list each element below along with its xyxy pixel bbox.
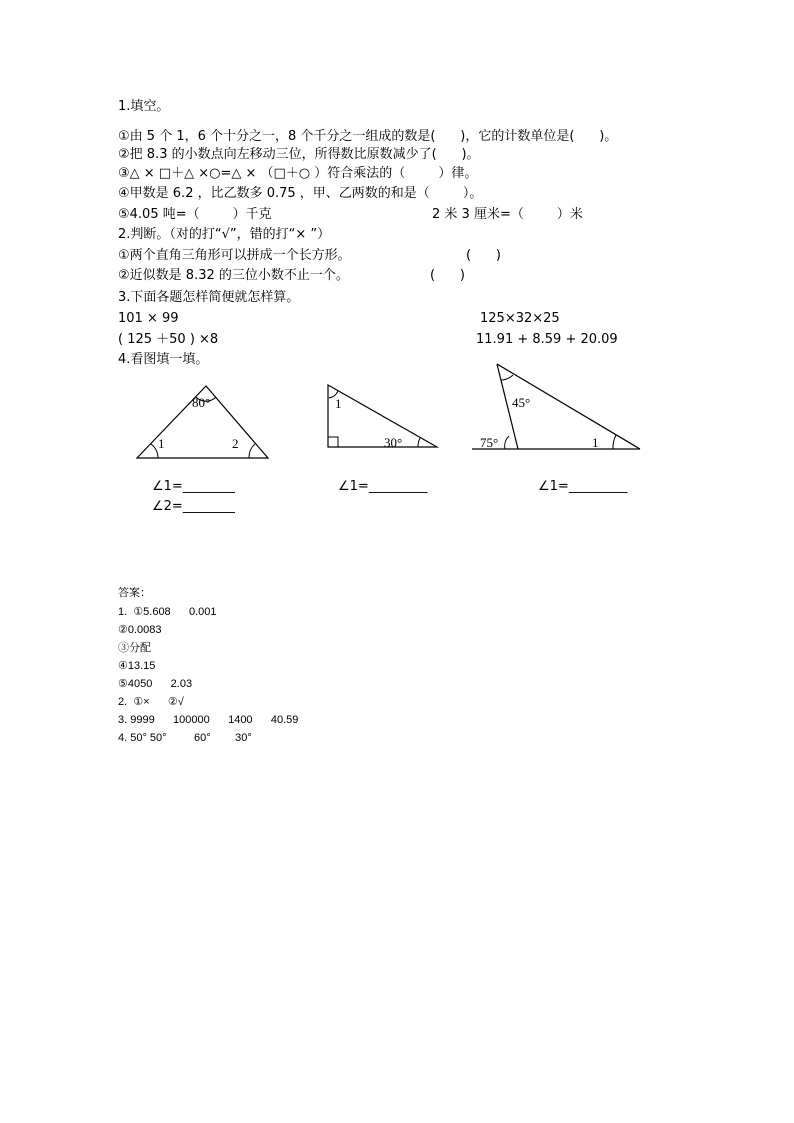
fill-question-5a: ⑤4.05 吨=（ ）千克 <box>118 207 272 222</box>
answer-line-8: 4. 50° 50° 60° 30° <box>118 732 252 744</box>
answer-line-6: 2. ①× ②√ <box>118 696 184 708</box>
fill-question-3: ③△ × □＋△ ×○=△ × （□＋○ ）符合乘法的（ ）律。 <box>118 166 478 181</box>
section-4-title: 4.看图填一填。 <box>118 352 209 367</box>
calc-expression-3: ( 125 ＋50 ) ×8 <box>118 332 219 347</box>
fig3-angle-label-1: 1 <box>592 435 599 450</box>
fill-question-2: ②把 8.3 的小数点向左移动三位，所得数比原数减少了( )。 <box>118 147 480 162</box>
answer-line-1: 1. ①5.608 0.001 <box>118 606 217 618</box>
calc-expression-1: 101 × 99 <box>118 311 179 326</box>
fig3-top-angle: 45° <box>512 395 531 410</box>
fig2-angle-label-1: 1 <box>335 396 342 411</box>
answer-line-7: 3. 9999 100000 1400 40.59 <box>118 714 299 726</box>
fill-question-1: ①由 5 个 1，6 个十分之一，8 个千分之一组成的数是( )，它的计数单位是( )。 <box>118 129 618 144</box>
answers-title: 答案： <box>118 587 151 599</box>
judge-question-1: ①两个直角三角形可以拼成一个长方形。 <box>118 248 351 263</box>
section-2-title: 2.判断。（对的打“√”，错的打“× ”） <box>118 227 331 242</box>
judge-answer-paren-2: ( ) <box>430 268 465 283</box>
calc-expression-4: 11.91 + 8.59 + 20.09 <box>476 332 618 347</box>
fig1-top-angle: 80° <box>192 395 211 410</box>
fig2-blank-1: ∠1=_________ <box>338 479 428 494</box>
fig1-blank-1: ∠1=________ <box>152 479 235 494</box>
answer-line-2: ②0.0083 <box>118 624 162 636</box>
judge-answer-paren-1: ( ) <box>466 248 501 263</box>
fig1-blank-2: ∠2=________ <box>152 499 235 514</box>
judge-question-2: ②近似数是 8.32 的三位小数不止一个。 <box>118 268 349 283</box>
fig3-exterior-angle: 75° <box>480 435 499 450</box>
calc-expression-2: 125×32×25 <box>480 311 560 326</box>
fig3-blank-1: ∠1=_________ <box>538 479 628 494</box>
section-3-title: 3.下面各题怎样简便就怎样算。 <box>118 290 300 305</box>
answer-line-4: ④13.15 <box>118 660 156 672</box>
section-1-title: 1.填空。 <box>118 99 170 114</box>
answer-line-3: ③分配 <box>118 642 151 654</box>
fig2-angle-30: 30° <box>384 435 403 450</box>
fig1-angle-label-2: 2 <box>232 436 239 451</box>
fill-question-5b: 2 米 3 厘米=（ ）米 <box>432 207 583 222</box>
answer-line-5: ⑤4050 2.03 <box>118 678 193 690</box>
fig1-angle-label-1: 1 <box>158 436 165 451</box>
fill-question-4: ④甲数是 6.2 ，比乙数多 0.75 ，甲、乙两数的和是（ ）。 <box>118 186 483 201</box>
